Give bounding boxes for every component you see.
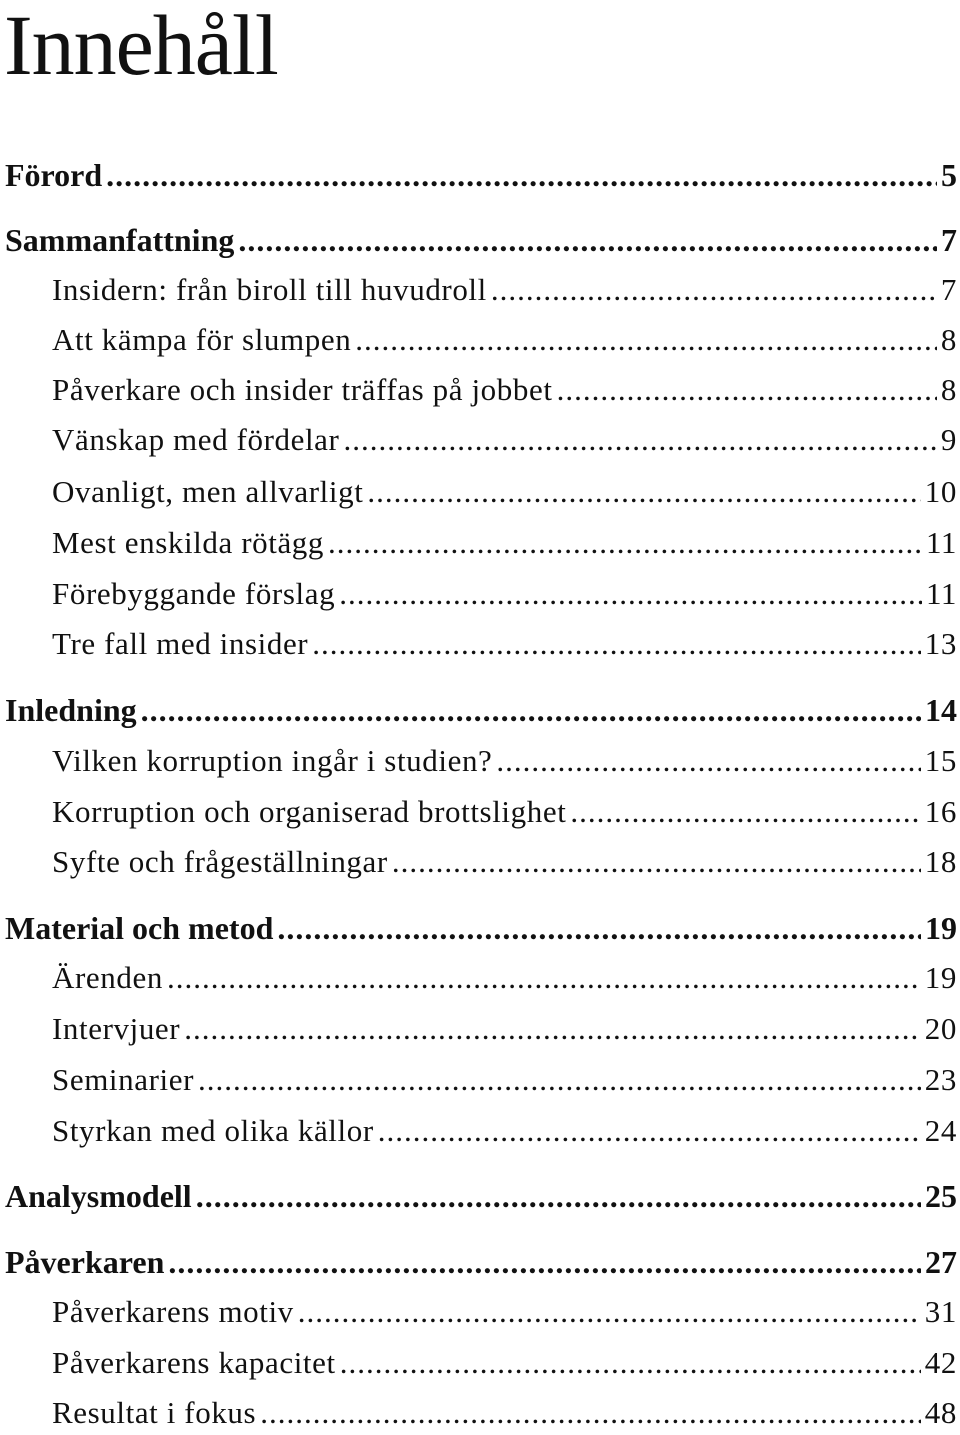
toc-leader-dots (312, 622, 921, 666)
toc-leader-dots (328, 521, 922, 565)
toc-page-number: 19 (924, 960, 957, 995)
toc-entry-sammanfattning[interactable] (5, 218, 957, 262)
toc-entry-label: Förord (5, 157, 103, 193)
toc-entry-label: Material och metod (5, 910, 274, 946)
toc-entry-att-kampa[interactable] (52, 318, 957, 362)
toc-entry-label: Korruption och organiserad brottslighet (52, 794, 567, 829)
toc-entry-label: Vilken korruption ingår i studien? (52, 743, 493, 778)
toc-page-number: 11 (925, 576, 957, 611)
toc-page-number: 5 (941, 157, 957, 193)
toc-entry-paverkarens-motiv[interactable] (52, 1290, 957, 1334)
toc-leader-dots (167, 956, 921, 1000)
toc-leader-dots (491, 268, 937, 312)
toc-page-number: 11 (925, 525, 957, 560)
toc-page-number: 42 (924, 1345, 957, 1380)
toc-entry-insidern[interactable] (52, 268, 957, 312)
toc-page-number: 13 (924, 626, 957, 661)
toc-leader-dots (367, 470, 920, 514)
toc-leader-dots (343, 418, 936, 462)
toc-entry-label: Intervjuer (52, 1011, 181, 1046)
toc-entry-paverkaren[interactable] (5, 1240, 957, 1284)
toc-page-number: 14 (925, 692, 957, 728)
toc-page-number: 7 (940, 272, 957, 307)
toc-leader-dots (340, 1341, 921, 1385)
toc-leader-dots (378, 1109, 921, 1153)
toc-entry-label: Påverkaren (5, 1244, 165, 1280)
toc-entry-intervjuer[interactable] (52, 1007, 957, 1051)
toc-entry-label: Vänskap med fördelar (52, 422, 340, 457)
toc-entry-label: Insidern: från biroll till huvudroll (52, 272, 487, 307)
toc-leader-dots (260, 1391, 921, 1435)
toc-leader-dots (355, 318, 937, 362)
toc-page-number: 8 (940, 322, 957, 357)
toc-leader-dots (198, 1058, 921, 1102)
toc-page-number: 23 (924, 1062, 957, 1097)
toc-entry-label: Tre fall med insider (52, 626, 309, 661)
toc-entry-label: Ärenden (52, 960, 163, 995)
toc-entry-label: Att kämpa för slumpen (52, 322, 352, 357)
toc-page-number: 15 (924, 743, 957, 778)
toc-page-number: 24 (924, 1113, 957, 1148)
toc-entry-label: Seminarier (52, 1062, 195, 1097)
toc-page-number: 9 (940, 422, 957, 457)
toc-page-number: 18 (924, 844, 957, 879)
toc-leader-dots (106, 153, 937, 197)
toc-leader-dots (496, 739, 920, 783)
toc-entry-arenden[interactable] (52, 956, 957, 1000)
toc-entry-label: Resultat i fokus (52, 1395, 257, 1430)
toc-leader-dots (184, 1007, 921, 1051)
toc-page-number: 48 (924, 1395, 957, 1430)
toc-entry-mest-enskilda[interactable] (52, 521, 957, 565)
toc-entry-ovanligt[interactable] (52, 470, 957, 514)
toc-entry-label: Ovanligt, men allvarligt (52, 474, 364, 509)
toc-leader-dots (339, 572, 922, 616)
toc-entry-inledning[interactable] (5, 688, 957, 732)
toc-entry-paverkare-och-insider[interactable] (52, 368, 957, 412)
toc-leader-dots (298, 1290, 921, 1334)
toc-entry-label: Analysmodell (5, 1178, 192, 1214)
toc-entry-analysmodell[interactable] (5, 1174, 957, 1218)
toc-entry-forebyggande[interactable] (52, 572, 957, 616)
toc-page-number: 31 (924, 1294, 957, 1329)
toc-entry-resultat-i-fokus[interactable] (52, 1391, 957, 1435)
toc-page-number: 10 (924, 474, 957, 509)
toc-page-number: 16 (924, 794, 957, 829)
toc-entry-vanskap[interactable] (52, 418, 957, 462)
toc-page-number: 27 (925, 1244, 957, 1280)
toc-page-number: 20 (924, 1011, 957, 1046)
toc-entry-seminarier[interactable] (52, 1058, 957, 1102)
toc-leader-dots (196, 1174, 921, 1218)
toc-entry-label: Påverkare och insider träffas på jobbet (52, 372, 553, 407)
toc-leader-dots (557, 368, 937, 412)
toc-entry-tre-fall[interactable] (52, 622, 957, 666)
toc-leader-dots (141, 688, 921, 732)
toc-entry-styrkan[interactable] (52, 1109, 957, 1153)
toc-entry-label: Mest enskilda rötägg (52, 525, 325, 560)
toc-entry-label: Påverkarens motiv (52, 1294, 294, 1329)
toc-entry-korruption-och-organiserad[interactable] (52, 790, 957, 834)
toc-leader-dots (277, 906, 921, 950)
toc-entry-label: Påverkarens kapacitet (52, 1345, 336, 1380)
toc-entry-syfte[interactable] (52, 840, 957, 884)
toc-page-number: 8 (940, 372, 957, 407)
toc-page-number: 25 (925, 1178, 957, 1214)
toc-page-number: 7 (941, 222, 957, 258)
toc-entry-label: Syfte och frågeställningar (52, 844, 388, 879)
toc-entry-vilken-korruption[interactable] (52, 739, 957, 783)
toc-leader-dots (392, 840, 921, 884)
toc-entry-label: Styrkan med olika källor (52, 1113, 374, 1148)
toc-page-number: 19 (925, 910, 957, 946)
toc-entry-material-och-metod[interactable] (5, 906, 957, 950)
toc-entry-label: Inledning (5, 692, 137, 728)
page-title: Innehåll (4, 0, 278, 93)
toc-entry-forord[interactable] (5, 153, 957, 197)
toc-leader-dots (238, 218, 937, 262)
toc-entry-paverkarens-kapacitet[interactable] (52, 1341, 957, 1385)
toc-leader-dots (570, 790, 920, 834)
toc-entry-label: Sammanfattning (5, 222, 235, 258)
toc-leader-dots (168, 1240, 921, 1284)
toc-entry-label: Förebyggande förslag (52, 576, 336, 611)
